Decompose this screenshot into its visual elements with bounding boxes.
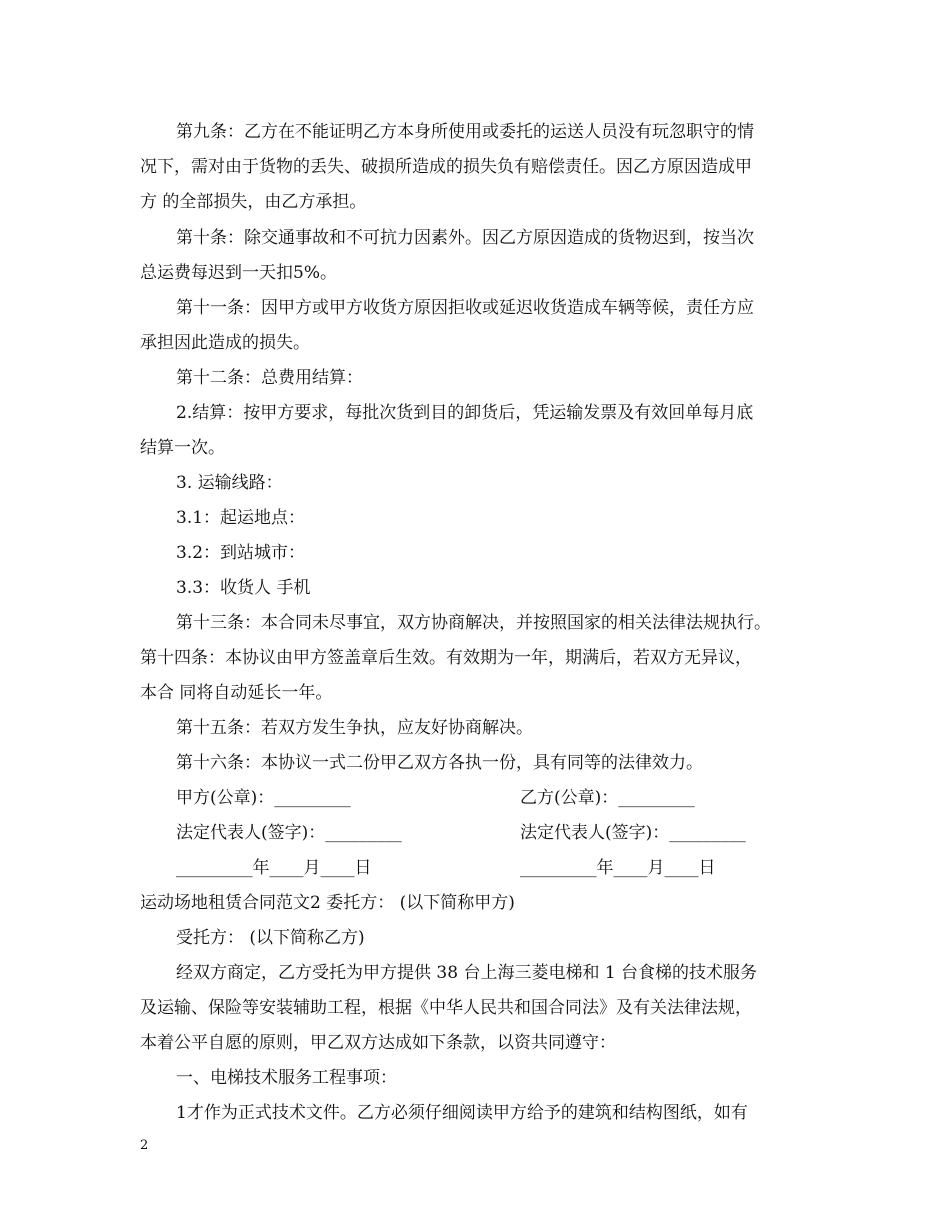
party-a-date: _________年____月____日 [176, 858, 372, 878]
page-number: 2 [140, 1138, 149, 1153]
party-b-date: _________年____月____日 [520, 858, 716, 878]
trustee-line: 受托方： (以下简称乙方) [176, 928, 365, 948]
signature-row-seal [176, 788, 816, 808]
settlement-line-1: 2.结算：按甲方要求，每批次货到目的卸货后，凭运输发票及有效回单每月底 [176, 403, 754, 423]
route-destination: 3.2：到站城市： [176, 543, 306, 563]
route-origin: 3.1：起运地点： [176, 508, 306, 528]
clause-15: 第十五条：若双方发生争执，应友好协商解决。 [176, 718, 533, 738]
party-b-representative: 法定代表人(签字)：_________ [520, 823, 746, 843]
route-heading: 3. 运输线路： [176, 473, 283, 493]
second-contract-title: 运动场地租赁合同范文2 委托方： (以下简称甲方) [140, 893, 515, 913]
clause-12-heading: 第十二条：总费用结算： [176, 368, 363, 388]
clause-16: 第十六条：本协议一式二份甲乙双方各执一份，具有同等的法律效力。 [176, 753, 703, 773]
clause-14-line-2: 本合 同将自动延长一年。 [140, 683, 333, 703]
route-consignee: 3.3：收货人 手机 [176, 578, 311, 598]
clause-10-line-2: 总运费每迟到一天扣5%。 [140, 263, 337, 283]
agreement-line-1: 经双方商定，乙方受托为甲方提供 38 台上海三菱电梯和 1 台食梯的技术服务 [176, 963, 758, 983]
clause-13: 第十三条：本合同未尽事宜，双方协商解决，并按照国家的相关法律法规执行。 [176, 613, 771, 633]
signature-row-date [176, 858, 816, 878]
section-1-heading: 一、电梯技术服务工程事项： [176, 1068, 397, 1088]
signature-row-representative [176, 823, 816, 843]
party-a-seal: 甲方(公章)：_________ [176, 788, 351, 808]
agreement-line-2: 及运输、保险等安装辅助工程，根据《中华人民共和国合同法》及有关法律法规， [140, 998, 752, 1018]
clause-10-line-1: 第十条：除交通事故和不可抗力因素外。因乙方原因造成的货物迟到，按当次 [176, 228, 754, 248]
clause-14-line-1: 第十四条：本协议由甲方签盖章后生效。有效期为一年，期满后，若双方无异议， [140, 648, 752, 668]
party-a-representative: 法定代表人(签字)：_________ [176, 823, 402, 843]
clause-9-line-1: 第九条：乙方在不能证明乙方本身所使用或委托的运送人员没有玩忽职守的情 [176, 122, 754, 142]
clause-9-line-3: 方 的全部损失，由乙方承担。 [140, 192, 367, 212]
settlement-line-2: 结算一次。 [140, 438, 225, 458]
section-1-line-1: 1才作为正式技术文件。乙方必须仔细阅读甲方给予的建筑和结构图纸，如有 [176, 1103, 748, 1123]
party-b-seal: 乙方(公章)：_________ [520, 788, 695, 808]
clause-9-line-2: 况下，需对由于货物的丢失、破损所造成的损失负有赔偿责任。因乙方原因造成甲 [140, 157, 752, 177]
clause-11-line-2: 承担因此造成的损失。 [140, 333, 310, 353]
agreement-line-3: 本着公平自愿的原则，甲乙双方达成如下条款，以资共同遵守： [140, 1033, 616, 1053]
clause-11-line-1: 第十一条：因甲方或甲方收货方原因拒收或延迟收货造成车辆等候，责任方应 [176, 298, 754, 318]
